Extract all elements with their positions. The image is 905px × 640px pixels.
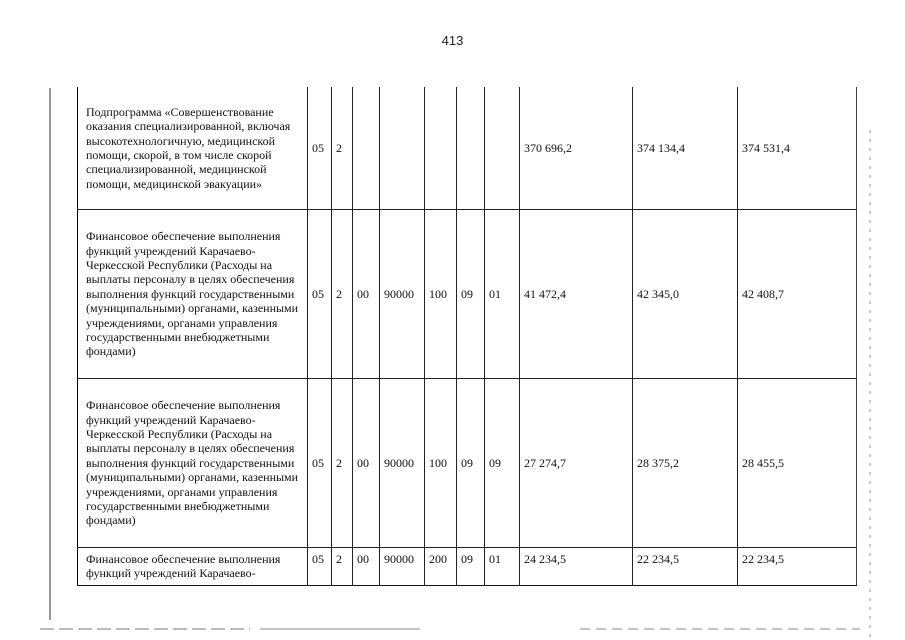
code-cell: 90000 [380,548,425,586]
code-cell: 05 [308,210,332,379]
table-row [78,379,857,548]
code-cell: 2 [332,548,353,586]
amount-cell: 42 408,7 [738,210,857,379]
code-cell: 09 [457,379,485,548]
budget-table [77,87,857,586]
code-cell [353,87,380,210]
amount-cell: 41 472,4 [520,210,633,379]
amount-cell: 42 345,0 [633,210,738,379]
row-name: Финансовое обеспечение выполнения функций учреждений Карачаево-Черкесской Республики (Расходы на выплаты персоналу в целях обеспечения выполнения функций государственными (муниципальными) органами, казенными учреждениями, органами управления государственными внебюджетными фондами) [78,210,308,379]
code-cell: 00 [353,548,380,586]
code-cell: 01 [485,548,520,586]
code-cell: 00 [353,379,380,548]
code-cell: 05 [308,548,332,586]
code-cell: 00 [353,210,380,379]
row-name: Финансовое обеспечение выполнения функций учреждений Карачаево- [78,548,308,586]
table-row [78,210,857,379]
code-cell: 90000 [380,210,425,379]
code-cell [380,87,425,210]
code-cell [457,87,485,210]
row-name: Подпрограмма «Совершенствование оказания специализированной, включая высокотехнологичную, медицинской помощи, скорой, в том числе скорой специализированной, медицинской помощи, медицинской эвакуации» [78,87,308,210]
code-cell: 100 [425,210,457,379]
amount-cell: 22 234,5 [738,548,857,586]
code-cell: 01 [485,210,520,379]
amount-cell: 374 531,4 [738,87,857,210]
code-cell: 2 [332,210,353,379]
code-cell [485,87,520,210]
code-cell: 09 [457,210,485,379]
code-cell: 200 [425,548,457,586]
amount-cell: 370 696,2 [520,87,633,210]
code-cell: 09 [485,379,520,548]
amount-cell: 27 274,7 [520,379,633,548]
amount-cell: 22 234,5 [633,548,738,586]
table-row [78,87,857,210]
code-cell: 90000 [380,379,425,548]
amount-cell: 28 455,5 [738,379,857,548]
row-name: Финансовое обеспечение выполнения функций учреждений Карачаево-Черкесской Республики (Расходы на выплаты персоналу в целях обеспечения выполнения функций государственными (муниципальными) органами, казенными учреждениями, органами управления государственными внебюджетными фондами) [78,379,308,548]
amount-cell: 374 134,4 [633,87,738,210]
table-row [78,548,857,586]
code-cell: 100 [425,379,457,548]
code-cell [425,87,457,210]
code-cell: 2 [332,379,353,548]
code-cell: 2 [332,87,353,210]
code-cell: 05 [308,87,332,210]
amount-cell: 24 234,5 [520,548,633,586]
code-cell: 05 [308,379,332,548]
code-cell: 09 [457,548,485,586]
page-number: 413 [441,33,464,48]
amount-cell: 28 375,2 [633,379,738,548]
